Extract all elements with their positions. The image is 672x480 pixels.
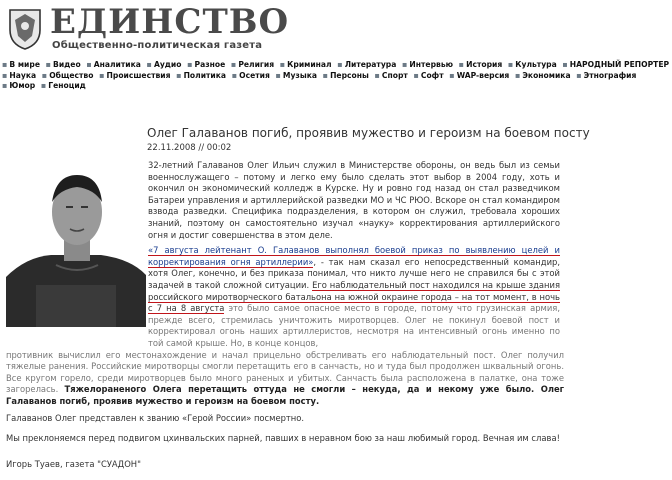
paragraph-3 [6,350,564,408]
article-title: Олег Галаванов погиб, проявив мужество и героизм на боевом посту [147,126,590,140]
paragraph-1: 32-летний Галаванов Олег Ильич служил в Министерстве обороны, он ведь был из семьи военнослужащего – потому и легко ему было сделать этот выбор в 2004 году, хоть и окончил он экономический колледж в Курске. Ну и ровно год назад он стал разведчиком Батареи управления и артиллерийской разведки МО и ЧС РЮО. Вскоре он стал командиром взвода разведки. Специфика подразделения, в котором он служил, требовала хороших знаний, поэтому он самостоятельно изучал «науку» корректирования артиллерийского огня и достиг совершенства в этом деле. [148,160,560,240]
nav-item-genocide[interactable]: ▪ Геноцид [41,81,86,90]
nav-item-politics[interactable]: ▪ Политика [176,71,226,80]
nav-item-humor[interactable]: ▪ Юмор [2,81,35,90]
article-author: Игорь Туаев, газета "СУАДОН" [6,458,141,469]
nav-row-2 [2,70,637,82]
nav-item-interview[interactable]: ▪ Интервью [402,60,453,69]
nav-row-3 [2,81,568,92]
nav-item-persons[interactable]: ▪ Персоны [323,71,369,80]
nav-item-music[interactable]: ▪ Музыка [275,71,317,80]
nav-item-people-reporter[interactable]: ▪ НАРОДНЫЙ РЕПОРТЕР [562,60,669,69]
nav-item-video[interactable]: ▪ Видео [46,60,81,69]
nav-item-world[interactable]: ▪ В мире [2,60,40,69]
nav-item-crime[interactable]: ▪ Криминал [280,60,332,69]
nav-item-religion[interactable]: ▪ Религия [231,60,274,69]
masthead [0,0,570,58]
nav-item-soft[interactable]: ▪ Софт [413,71,443,80]
nav-item-culture[interactable]: ▪ Культура [508,60,557,69]
paragraph-hero-title: Галаванов Олег представлен к званию «Герой России» посмертно. [6,413,305,424]
coat-of-arms-icon [6,6,44,50]
underlined-observation-post: Его наблюдательный пост находился на крыше здания российского миротворческого батальона на южной окраине города – на тот момент, в ночь с 7 на 8 августа [148,279,561,314]
nav-item-ethnography[interactable]: ▪ Этнография [576,71,636,80]
paragraph-2 [148,245,560,349]
paragraph-2-rest: , - так нам сказал его непосредственный командир, хотя Олег, конечно, и без приказа понимал, что никто лучше него не справился бы с этой задачей в такой сложной ситуации. [148,256,560,290]
nav-item-wap[interactable]: ▪ WAP-версия [449,71,509,80]
nav-item-history[interactable]: ▪ История [459,60,503,69]
nav-row-1 [2,60,670,71]
nav-item-science[interactable]: ▪ Наука [2,71,36,80]
category-nav [2,60,670,92]
paragraph-3-bold: Тяжелораненого Олега перетащить оттуда не смогли – некуда, да и некому уже было. Олег Галаванов погиб, проявив мужество и героизм на боевом посту. [6,384,565,406]
site-logo-text[interactable]: ЕДИНСТВО [50,2,290,42]
nav-item-ossetia[interactable]: ▪ Осетия [232,71,270,80]
nav-item-analytics[interactable]: ▪ Аналитика [86,60,141,69]
nav-item-audio[interactable]: ▪ Аудио [147,60,182,69]
nav-item-society[interactable]: ▪ Общество [42,71,94,80]
nav-item-sport[interactable]: ▪ Спорт [375,71,408,80]
paragraph-3-text: противник вычислил его местонахождение и начал прицельно обстреливать его наблюдательный пост. Олег получил тяжелые ранения. Российские миротворцы смогли перетащить его в санчасть, но и туда был продолжен шквальный огонь. Все кругом горело, среди миротворцев было много раненых и убитых. Санчасть была расположена в палатке, она тоже загорелась. [6,349,564,395]
paragraph-2-tail: это было самое опасное место в городе, потому что грузинская армия, прежде всего, стремилась уничтожить миротворцев. Олег не покинул боевой пост и корректировал огонь наших артиллеристов, несмотря на интенсивный огонь именно по той самой крыше. Но, в конце концов, [148,303,560,348]
commander-quote: «7 августа лейтенант О. Галаванов выполнял боевой приказ по выявлению целей и корректирования огня артиллерии» [148,245,560,267]
nav-item-literature[interactable]: ▪ Литература [337,60,396,69]
nav-item-economy[interactable]: ▪ Экономика [515,71,571,80]
nav-item-misc[interactable]: ▪ Разное [187,60,225,69]
article-date: 22.11.2008 // 00:02 [147,143,232,153]
paragraph-tribute: Мы преклоняемся перед подвигом цхинвальских парней, павших в неравном бою за наш любимый город. Вечная им слава! [6,433,560,444]
nav-item-incidents[interactable]: ▪ Происшествия [99,71,170,80]
site-tagline: Общественно-политическая газета [52,40,263,51]
article-body [0,160,570,470]
